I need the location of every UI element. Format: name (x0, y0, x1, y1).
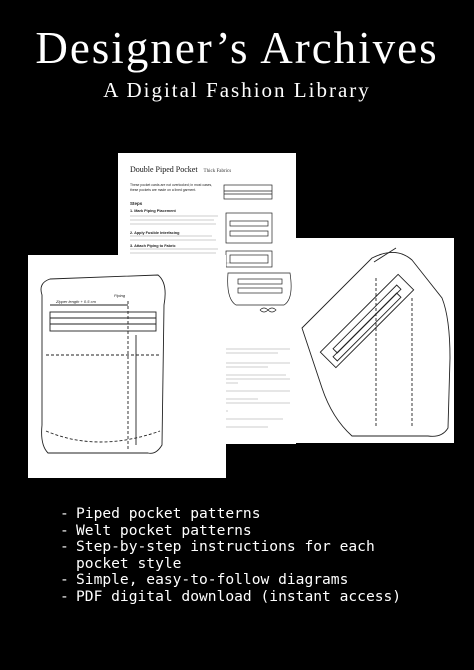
feature-list (60, 506, 420, 606)
piping-label: Piping (114, 293, 126, 298)
step-2-title: 2. Apply Fusible Interfacing (130, 231, 180, 235)
step-3-title: 3. Attach Piping to Fabric (130, 244, 176, 248)
page-subtitle: A Digital Fashion Library (103, 78, 371, 102)
page-title: Designer’s Archives (35, 23, 439, 73)
zipper-length-label: Zipper length + 0.5 cm (56, 299, 96, 304)
doc-intro: These pocket cards are not overlooked; in most cases, these pockets are made on a lined garment. (130, 183, 213, 192)
pattern-sheet-left (28, 255, 226, 478)
feature-item: - Welt pocket patterns (60, 523, 420, 540)
pattern-sheet-right (292, 238, 454, 443)
pattern-sheet-left-art (28, 255, 226, 478)
feature-item: - Piped pocket patterns (60, 506, 420, 523)
step-1-title: 1. Mark Piping Placement (130, 209, 176, 213)
doc-title-text: Double Piped Pocket (130, 165, 198, 174)
doc-subtitle-text: Thick Fabrics (203, 169, 232, 174)
feature-item: - PDF digital download (instant access) (60, 589, 420, 606)
feature-item: - Step-by-step instructions for each pocket style (60, 539, 420, 572)
feature-item: - Simple, easy-to-follow diagrams (60, 572, 420, 589)
pattern-sheet-right-art (292, 238, 454, 443)
steps-heading: Steps (130, 201, 143, 206)
